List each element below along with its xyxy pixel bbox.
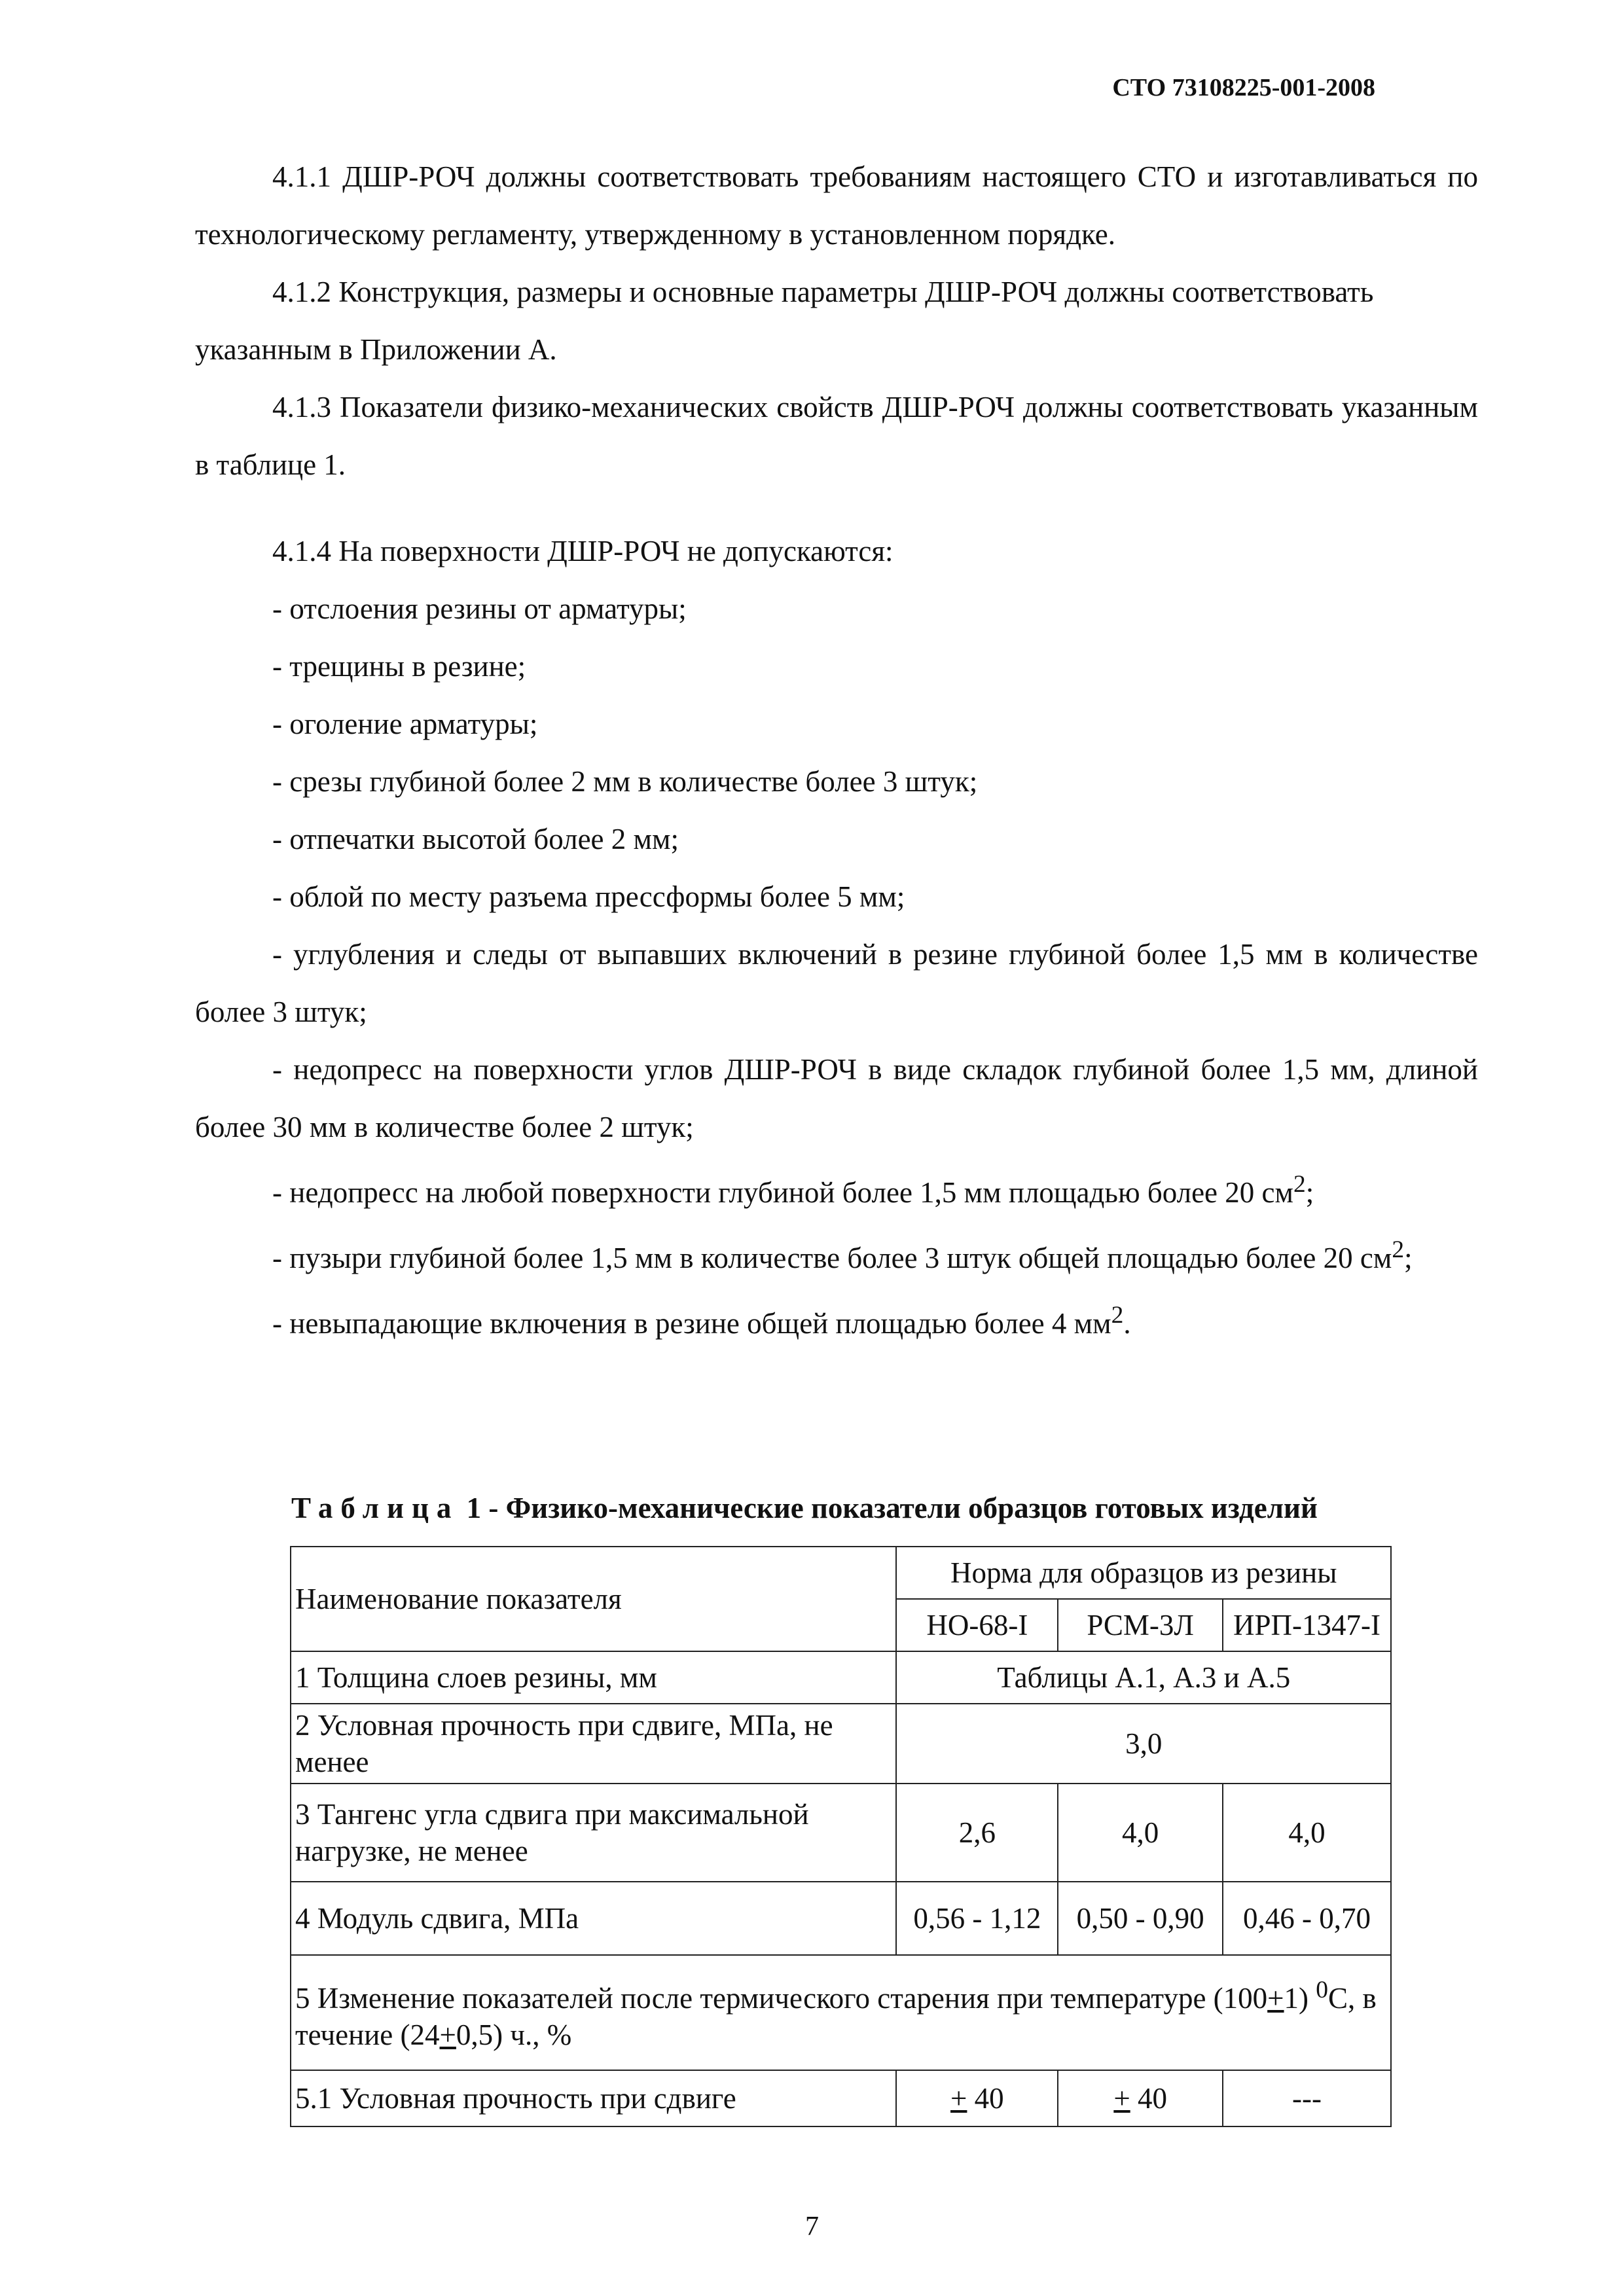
- defect-item: - углубления и следы от выпавших включений в резине глубиной более 1,5 мм в количестве более 3 штук;: [195, 938, 1478, 1028]
- row-value: 3,0: [896, 1704, 1391, 1784]
- row-value: 0,56 - 1,12: [896, 1882, 1058, 1955]
- row-value: 4,0: [1223, 1784, 1391, 1882]
- table-row: [291, 1784, 1391, 1882]
- paragraph-4-1-1: 4.1.1 ДШР-РОЧ должны соответствовать требованиям настоящего СТО и изготавливаться по технологическому регламенту, утвержденному в установленном порядке.: [195, 160, 1478, 251]
- defect-item: - отпечатки высотой более 2 мм;: [272, 823, 679, 855]
- defect-item: - облой по месту разъема прессформы более 5 мм;: [272, 880, 905, 913]
- defect-item: - трещины в резине;: [272, 650, 526, 683]
- page-number: 7: [805, 2212, 819, 2242]
- defect-item: - отслоения резины от арматуры;: [272, 592, 687, 625]
- defect-item: - недопресс на любой поверхности глубиной более 1,5 мм площадью более 20 $см^2$;: [272, 1171, 1314, 1209]
- defect-item: - недопресс на поверхности углов ДШР-РОЧ в виде складок глубиной более 1,5 мм, длиной более 30 мм в количестве более 2 штук;: [195, 1053, 1478, 1143]
- paragraph-4-1-2: 4.1.2 Конструкция, размеры и основные параметры ДШР-РОЧ должны соответствовать: [272, 276, 1374, 308]
- table-row: [291, 1704, 1391, 1784]
- row-value: 2,6: [896, 1784, 1058, 1882]
- paragraph-4-1-4: 4.1.4 На поверхности ДШР-РОЧ не допускаются:: [272, 535, 893, 567]
- row-section-title: 5 Изменение показателей после термического старения при температуре (100+1) $^0$С, в течение (24+0,5) ч., %: [291, 1955, 1391, 2070]
- table-row: [291, 1955, 1391, 2070]
- row-name: 1 Толщина слоев резины, мм: [291, 1651, 896, 1704]
- properties-table: [290, 1546, 1392, 2127]
- table-row: [291, 1651, 1391, 1704]
- row-value: + 40: [1058, 2070, 1223, 2126]
- column-header: НО-68-I: [896, 1599, 1058, 1651]
- row-value: ---: [1223, 2070, 1391, 2126]
- row-name: 3 Тангенс угла сдвига при максимальной нагрузке, не менее: [291, 1784, 896, 1882]
- row-name: 4 Модуль сдвига, МПа: [291, 1882, 896, 1955]
- table-header-row: [291, 1547, 1391, 1599]
- row-name: 2 Условная прочность при сдвиге, МПа, не менее: [291, 1704, 896, 1784]
- paragraph-4-1-3: 4.1.3 Показатели физико-механических свойств ДШР-РОЧ должны соответствовать указанным в таблице 1.: [195, 391, 1478, 481]
- row-value: 4,0: [1058, 1784, 1223, 1882]
- row-value: 0,50 - 0,90: [1058, 1882, 1223, 1955]
- defect-item: - невыпадающие включения в резине общей площадью более 4 $мм^2$.: [272, 1302, 1131, 1340]
- defect-item: - срезы глубиной более 2 мм в количестве более 3 штук;: [272, 765, 978, 798]
- defect-item: - пузыри глубиной более 1,5 мм в количестве более 3 штук общей площадью более 20 $см^2$;: [272, 1236, 1413, 1274]
- document-code: СТО 73108225-001-2008: [1112, 74, 1375, 101]
- row-value: Таблицы А.1, А.3 и А.5: [896, 1651, 1391, 1704]
- paragraph-4-1-2-continuation: указанным в Приложении А.: [195, 333, 557, 366]
- row-value: + 40: [896, 2070, 1058, 2126]
- table-row: [291, 1882, 1391, 1955]
- table-row: [291, 2070, 1391, 2126]
- defect-item: - оголение арматуры;: [272, 708, 538, 740]
- table-caption: Таблица 1 - Физико-механические показатели образцов готовых изделий: [291, 1492, 1318, 1524]
- name-header: Наименование показателя: [291, 1547, 896, 1651]
- norm-header: Норма для образцов из резины: [896, 1547, 1391, 1599]
- row-value: 0,46 - 0,70: [1223, 1882, 1391, 1955]
- body-text: [195, 148, 1478, 1352]
- column-header: ИРП-1347-I: [1223, 1599, 1391, 1651]
- column-header: РСМ-3Л: [1058, 1599, 1223, 1651]
- row-name: 5.1 Условная прочность при сдвиге: [291, 2070, 896, 2126]
